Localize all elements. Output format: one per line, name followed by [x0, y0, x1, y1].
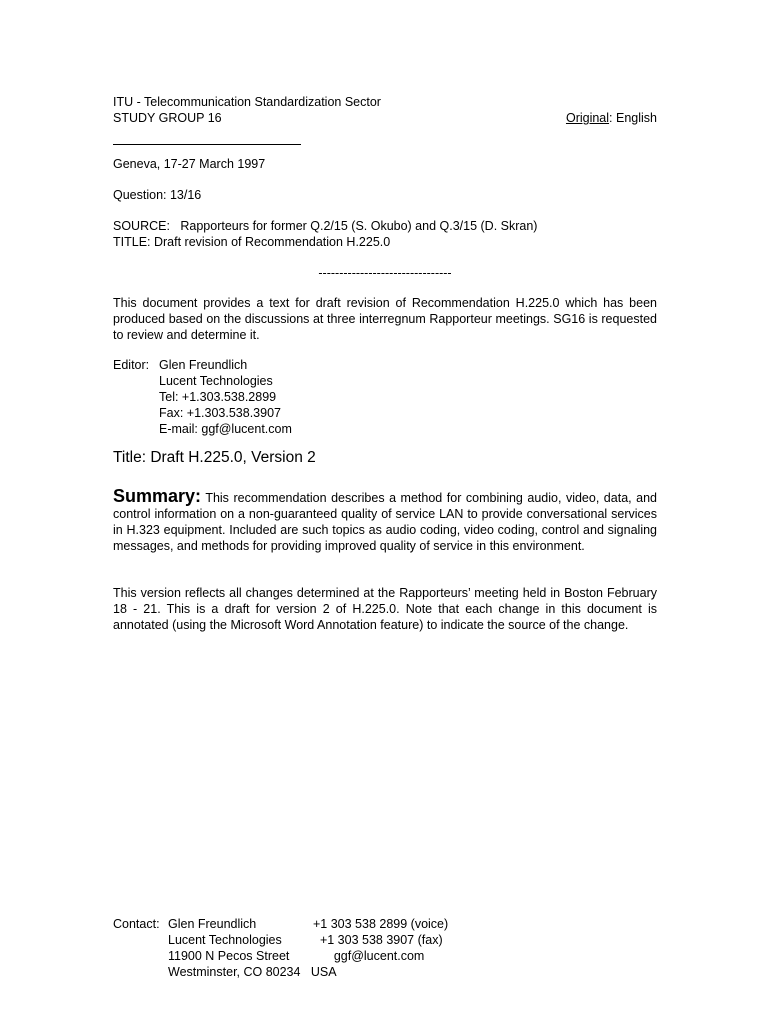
editor-label: Editor:: [113, 358, 150, 372]
original-label: Original: [565, 111, 610, 125]
original-value: : English: [609, 111, 657, 125]
document-title: Title: Draft H.225.0, Version 2: [113, 449, 316, 466]
meeting-place-date: Geneva, 17-27 March 1997: [113, 157, 266, 171]
summary-heading: Summary:: [113, 486, 202, 506]
original-language: [566, 110, 657, 126]
contact-label: Contact:: [113, 917, 160, 931]
title-line: TITLE: Draft revision of Recommendation H.225.0: [113, 235, 391, 249]
contact-address-line: Westminster, CO 80234 USA: [168, 965, 337, 979]
contact-address-line: 11900 N Pecos Street: [168, 949, 290, 963]
contact-row: [113, 916, 448, 932]
editor-company: Lucent Technologies: [159, 374, 273, 388]
group-row: [113, 110, 657, 126]
summary-text: This recommendation describes a method for combining audio, video, data, and control information on a non-guaranteed quality of service LAN to provide conversational services in H.323 equipment. Included are such topics as audio coding, video coding, control and signaling messages, and methods for providing improved quality of service in this environment.: [113, 491, 657, 553]
contact-fax: +1 303 538 3907 (fax): [313, 933, 443, 947]
version-note: This version reflects all changes determined at the Rapporteurs’ meeting held in Boston February 18 - 21. This is a draft for version 2 of H.225.0. Note that each change in this document is annotated (using the Microsoft Word Annotation feature) to indicate the source of the change.: [113, 586, 657, 632]
contact-email: ggf@lucent.com: [313, 949, 425, 963]
header-rule: [113, 144, 301, 145]
contact-row: [113, 964, 448, 980]
contact-address-line: Lucent Technologies: [168, 933, 282, 947]
editor-block: [113, 357, 657, 437]
source: SOURCE: Rapporteurs for former Q.2/15 (S. Okubo) and Q.3/15 (D. Skran): [113, 219, 538, 233]
contact-phone: +1 303 538 2899 (voice): [313, 917, 449, 931]
intro-paragraph: This document provides a text for draft revision of Recommendation H.225.0 which has been produced based on the discussions at three interregnum Rapporteur meetings. SG16 is requested to review and determine it.: [113, 296, 657, 342]
header: [113, 94, 657, 126]
org-name: ITU - Telecommunication Standardization Sector: [113, 95, 381, 109]
study-group: STUDY GROUP 16: [113, 111, 222, 125]
contact-block: [113, 916, 448, 980]
separator: --------------------------------: [318, 266, 452, 280]
editor-name: Glen Freundlich: [159, 358, 248, 372]
question: Question: 13/16: [113, 188, 202, 202]
editor-tel: Tel: +1.303.538.2899: [159, 390, 277, 404]
editor-email: E-mail: ggf@lucent.com: [159, 422, 292, 436]
contact-row: [113, 932, 448, 948]
contact-row: [113, 948, 448, 964]
contact-address-line: Glen Freundlich: [168, 917, 257, 931]
editor-fax: Fax: +1.303.538.3907: [159, 406, 281, 420]
summary-paragraph: [113, 488, 657, 554]
editor-details: [159, 357, 292, 437]
